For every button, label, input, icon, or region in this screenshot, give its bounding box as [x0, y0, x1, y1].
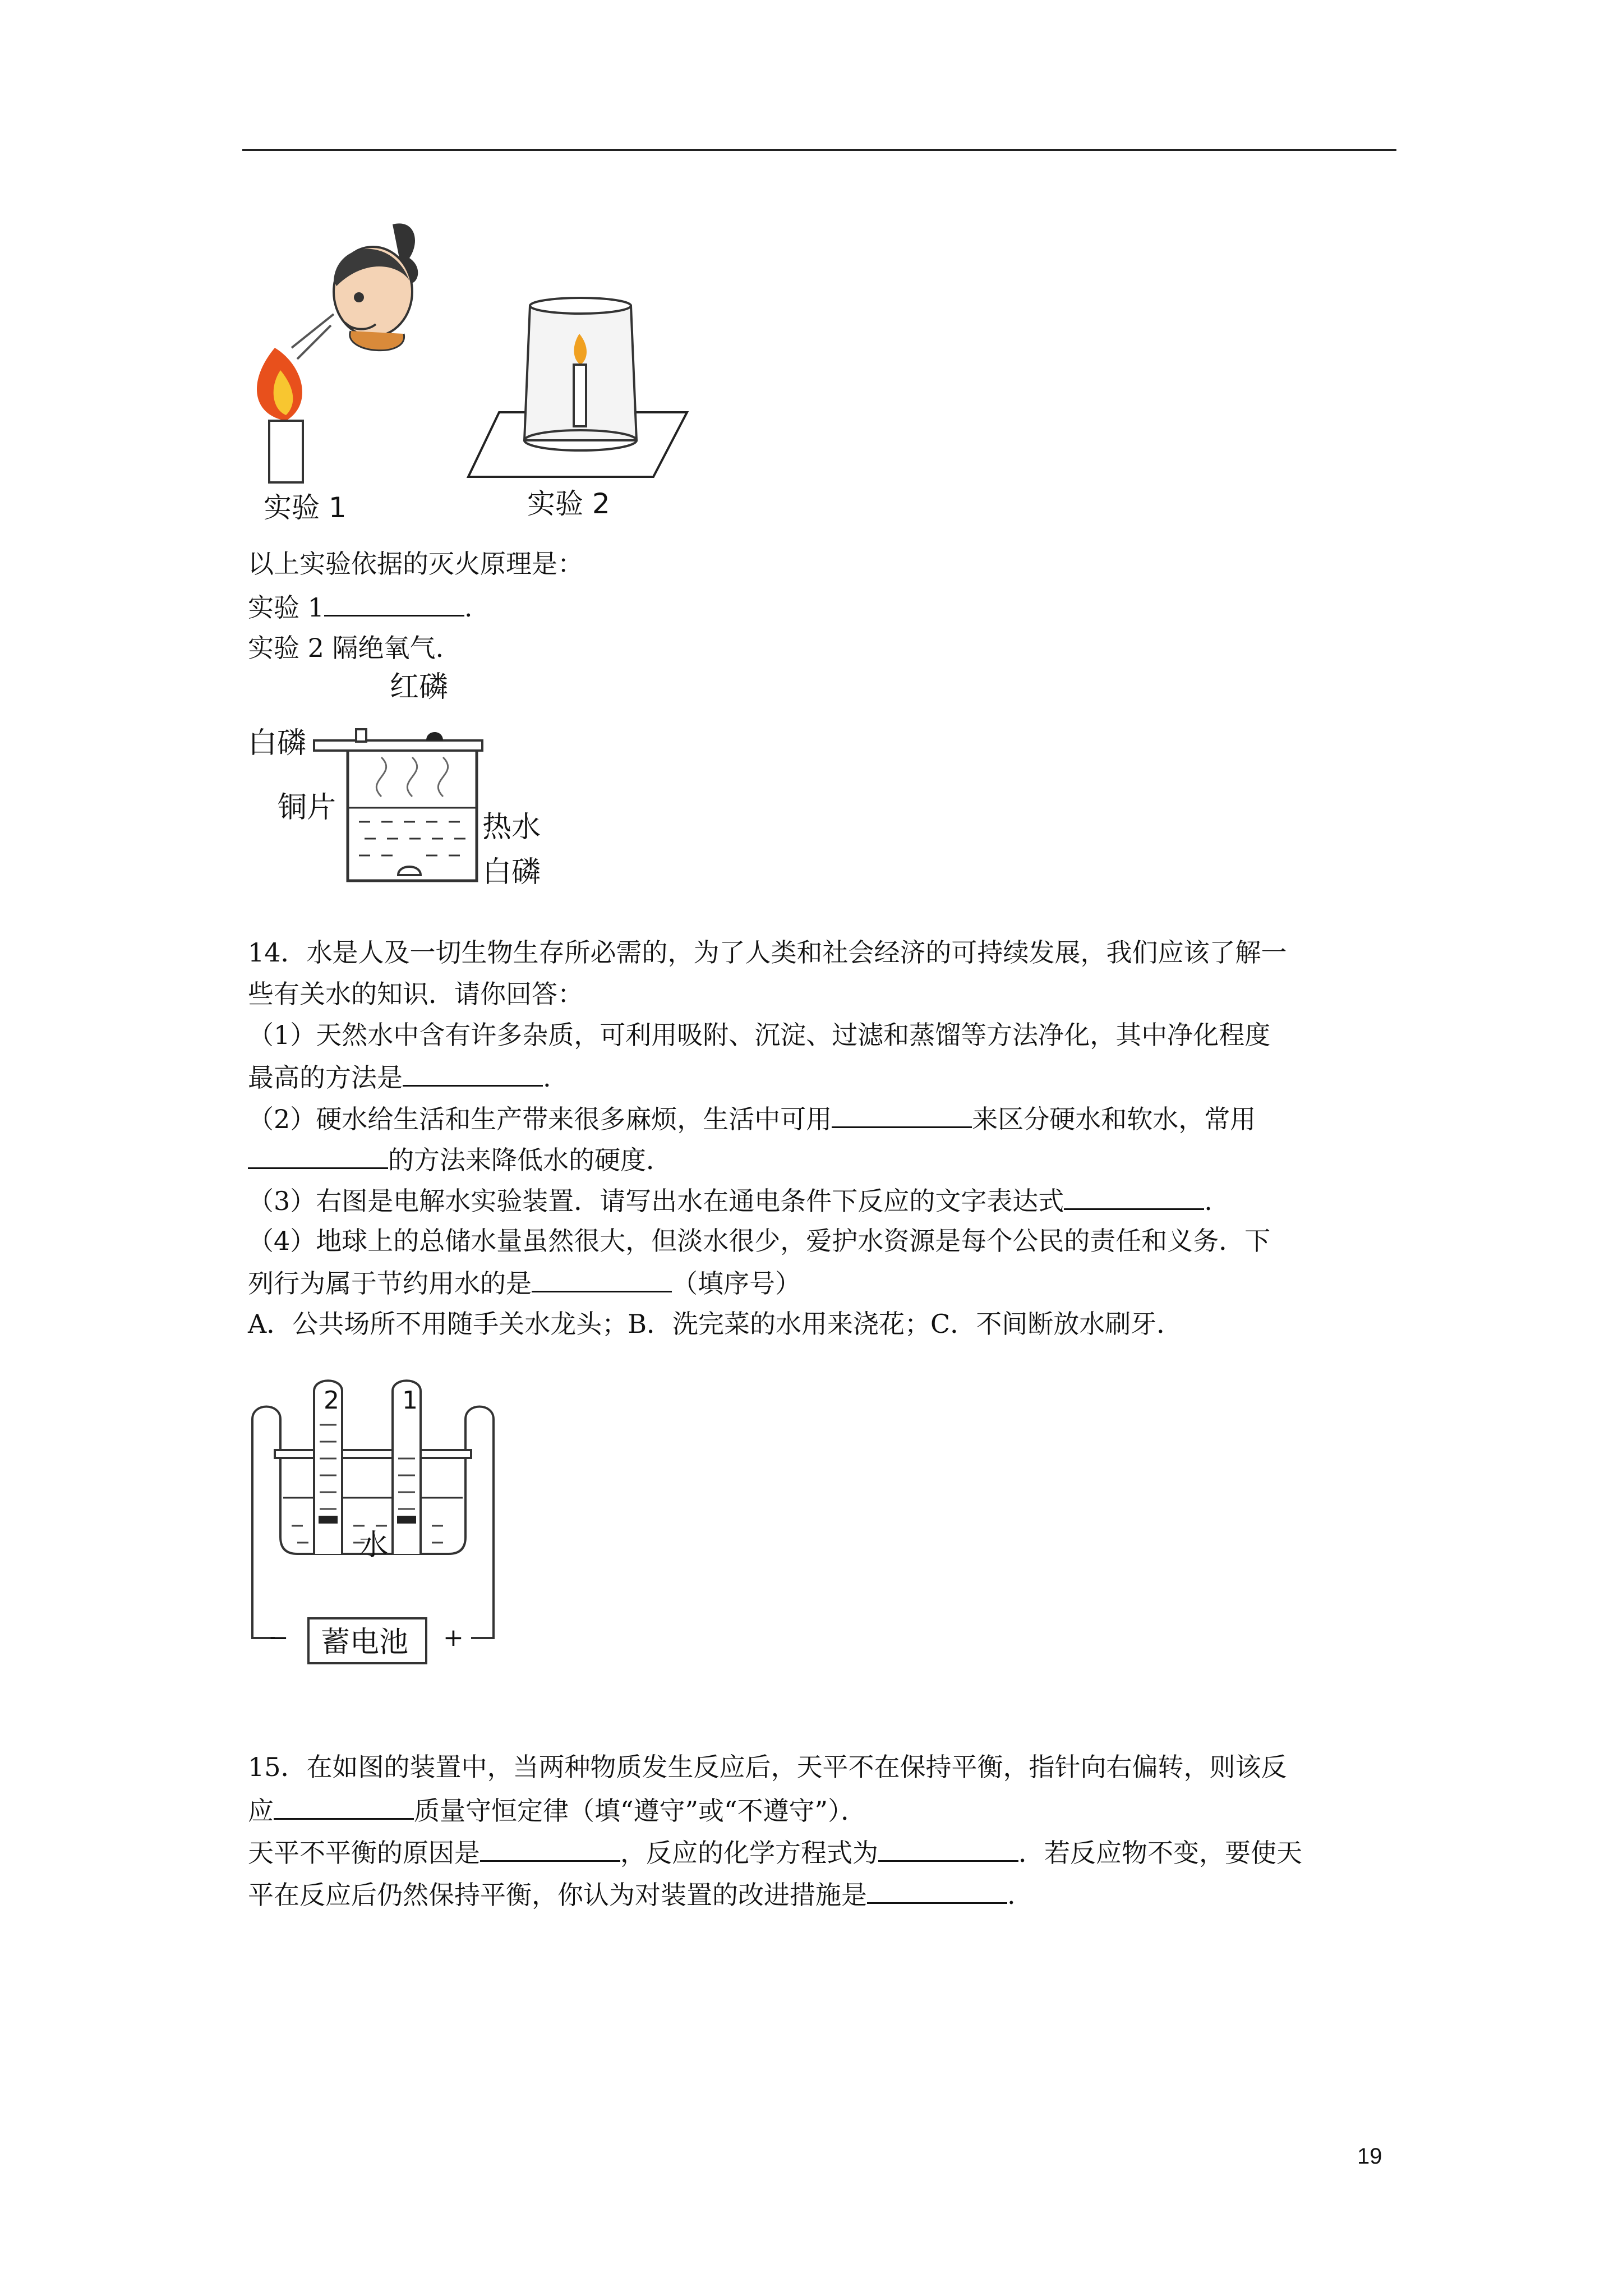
label-copper-sheet: 铜片: [278, 791, 336, 825]
tube2-label: 2: [324, 1386, 339, 1415]
q14-line9: 列行为属于节约用水的是 （填序号）: [248, 1265, 801, 1300]
label-hot-water: 热水: [482, 811, 541, 844]
minus-sign: −: [268, 1623, 289, 1652]
q15-line1: 15．在如图的装置中，当两种物质发生反应后，天平不在保持平衡，指针向右偏转，则该反: [248, 1752, 1287, 1782]
q13-exp1: 实验 1 .: [248, 589, 473, 624]
experiment2-illustration: [468, 300, 693, 480]
answer-blank[interactable]: [1064, 1182, 1204, 1210]
experiment2-caption: 实验 2: [527, 487, 610, 520]
answer-blank[interactable]: [324, 589, 464, 616]
experiment1-illustration: [241, 219, 426, 482]
water-label: 水: [359, 1529, 389, 1562]
label-white-phosphorus-top: 白磷: [248, 726, 307, 760]
answer-blank[interactable]: [480, 1834, 620, 1862]
q14-line10: A．公共场所不用随手关水龙头；B．洗完菜的水用来浇花；C．不间断放水刷牙．: [248, 1309, 1183, 1339]
q14-line5: （2）硬水给生活和生产带来很多麻烦，生活中可用 来区分硬水和软水，常用: [248, 1101, 1256, 1136]
tube1-label: 1: [402, 1386, 418, 1415]
label-red-phosphorus: 红磷: [390, 670, 449, 704]
q13-exp2: 实验 2 隔绝氧气.: [248, 633, 444, 663]
q15-line3: 天平不平衡的原因是 ，反应的化学方程式为 ．若反应物不变，要使天: [248, 1834, 1302, 1870]
answer-blank[interactable]: [878, 1834, 1018, 1862]
answer-blank[interactable]: [832, 1101, 972, 1128]
header-rule: [242, 149, 1396, 151]
battery-label: 蓄电池: [321, 1626, 409, 1659]
q13-intro: 以上实验依据的灭火原理是：: [248, 549, 583, 579]
q15-line2: 应 质量守恒定律（填“遵守”或“不遵守”）．: [248, 1792, 866, 1828]
page-number: 19: [1357, 2144, 1382, 2169]
q14-line3: （1）天然水中含有许多杂质，可利用吸附、沉淀、过滤和蒸馏等方法净化，其中净化程度: [248, 1020, 1271, 1050]
answer-blank[interactable]: [274, 1792, 414, 1820]
answer-blank[interactable]: [248, 1142, 388, 1169]
q14-line6: 的方法来降低水的硬度．: [248, 1142, 672, 1177]
q14-line8: （4）地球上的总储水量虽然很大，但淡水很少，爱护水资源是每个公民的责任和义务．下: [248, 1226, 1271, 1256]
answer-blank[interactable]: [867, 1876, 1007, 1904]
label-white-phosphorus-bottom: 白磷: [482, 855, 541, 889]
answer-blank[interactable]: [532, 1265, 672, 1292]
q14-line4: 最高的方法是 .: [248, 1059, 551, 1094]
plus-sign: +: [443, 1623, 464, 1652]
q14-line7: （3）右图是电解水实验装置．请写出水在通电条件下反应的文字表达式 .: [248, 1182, 1212, 1218]
q15-line4: 平在反应后仍然保持平衡，你认为对装置的改进措施是 .: [248, 1876, 1016, 1912]
experiment1-caption: 实验 1: [264, 491, 347, 524]
q14-line1: 14．水是人及一切生物生存所必需的，为了人类和社会经济的可持续发展，我们应该了解一: [248, 937, 1287, 968]
q14-line2: 些有关水的知识．请你回答：: [248, 979, 583, 1009]
answer-blank[interactable]: [403, 1059, 543, 1087]
q13-exp1-label: 实验 1: [248, 592, 324, 623]
